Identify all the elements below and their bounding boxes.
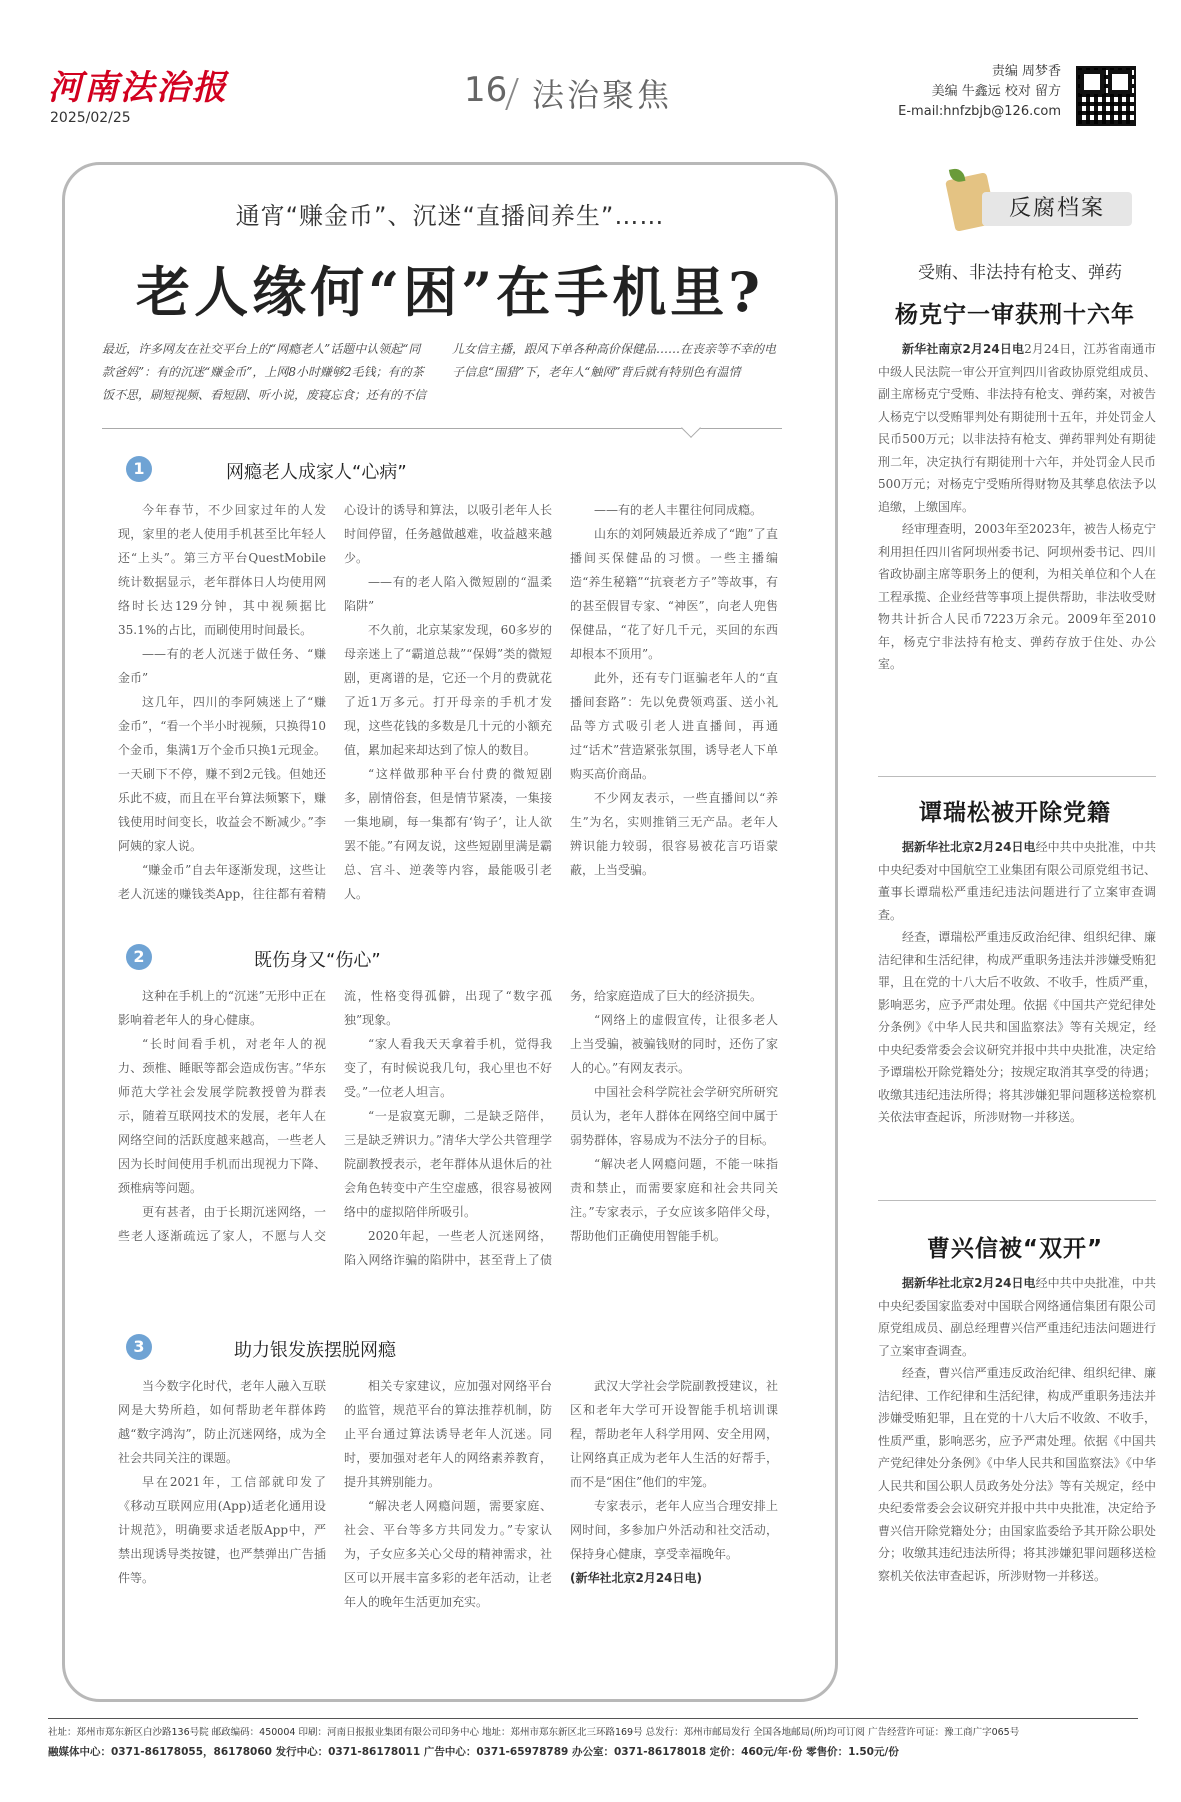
section-body-1 [118, 498, 778, 906]
section-title: 助力银发族摆脱网瘾 [234, 1340, 396, 1361]
sidebar-article-title: 曹兴信被“双开” [926, 1236, 1104, 1262]
lead-divider [102, 428, 782, 429]
paragraph: 2020年起，一些老人沉迷网络，陷入网络诈骗的陷阱中，甚至背上了债务，给家庭造成了巨大的经济损失。 [344, 989, 763, 1267]
paragraph: 专家表示，老年人应当合理安排上网时间，多参加户外活动和社交活动，保持身心健康，享受幸福晚年。 [570, 1499, 778, 1561]
paragraph: ——有的老人沉迷于做任务、“赚金币” [118, 647, 326, 685]
qr-code-icon[interactable] [1076, 66, 1136, 126]
paragraph: 经中共中央批准，中共中央纪委对中国航空工业集团有限公司原党组书记、董事长谭瑞松严重违纪违法问题进行了立案审查调查。 [878, 840, 1156, 922]
paragraph: 武汉大学社会学院副教授建议，社区和老年大学可开设智能手机培训课程，帮助老年人科学用网、安全用网，让网络真正成为老年人生活的好帮手，而不是“困住”他们的牢笼。 [570, 1379, 778, 1489]
anticorruption-header [920, 168, 1140, 238]
section-number-badge: 2 [126, 944, 152, 970]
sidebar-divider [878, 776, 1156, 777]
paragraph: ——有的老人陷入微短剧的“温柔陷阱” [344, 575, 552, 613]
paragraph: 不久前，北京某家发现，60多岁的母亲迷上了“霸道总裁”“保姆”类的微短剧，更离谱的是，它还一个月的费就花了近1万多元。打开母亲的手机才发现，这些花钱的多数是几十元的小额充值，累加起来却达到了惊人的数目。 [344, 623, 552, 757]
paragraph: 经查，谭瑞松严重违反政治纪律、组织纪律、廉洁纪律和生活纪律，构成严重职务违法并涉嫌受贿犯罪，且在党的十八大后不收敛、不收手，性质严重，影响恶劣，应予严肃处理。依据《中国共产党纪律处分条例》《中华人民共和国监察法》等有关规定，经中央纪委常委会会议研究并报中共中央批准，决定给予谭瑞松开除党籍处分；按规定取消其享受的待遇；收缴其违纪违法所得；将其涉嫌犯罪问题移送检察机关依法审查起诉，所涉财物一并移送。 [878, 930, 1156, 1124]
section-title: 网瘾老人成家人“心病” [226, 462, 407, 483]
sidebar-article-body [878, 836, 1156, 1186]
section-title: 法治聚焦 [532, 76, 673, 114]
paragraph: “家人看我天天拿着手机，觉得我变了，有时候说我几句，我心里也不好受。”一位老人坦言。 [344, 1037, 552, 1099]
paragraph: 相关专家建议，应加强对网络平台的监管，规范平台的算法推荐机制，防止平台通过算法诱导老年人沉迷。同时，要加强对老年人的网络素养教育，提升其辨别能力。 [344, 1379, 552, 1489]
sidebar-article-title: 谭瑞松被开除党籍 [919, 800, 1111, 826]
article-lead: 最近，许多网友在社交平台上的“网瘾老人”话题中认领起“同款爸妈”：有的沉迷“赚金币”，上网8小时赚够2毛钱；有的茶饭不思，刷短视频、看短剧、听小说，废寝忘食；还有的不信儿女信主播，跟风下单各种高价保健品……在丧亲等不幸的电子信息“围猎”下，老年人“触网”背后就有特别色有温情 [102, 342, 777, 402]
footer-address: 社址：郑州市郑东新区白沙路136号院 邮政编码：450004 印刷：河南日报报业集团有限公司印务中心 地址：郑州市郑东新区北三环路169号 总发行：郑州市邮局发行 全国各地邮局(所)均可订阅 广告经营许可证：豫工商广字065号 [48, 1727, 1020, 1738]
issue-date: 2025/02/25 [50, 110, 131, 126]
article-byline: (新华社北京2月24日电) [570, 1571, 703, 1585]
paragraph: 山东的刘阿姨最近养成了“跑”了直播间买保健品的习惯。一些主播编造“养生秘籍”“抗衰老方子”等故事，有的甚至假冒专家、“神医”，向老人兜售保健品，“花了好几千元，买回的东西却根本不顶用”。 [570, 527, 778, 661]
sidebar-article-body [878, 338, 1156, 778]
paragraph: “解决老人网瘾问题，不能一味指责和禁止，而需要家庭和社会共同关注。”专家表示，子女应该多陪伴父母，帮助他们正确使用智能手机。 [570, 1157, 778, 1243]
footer-divider [48, 1718, 1138, 1719]
sidebar-article-kicker: 受贿、非法持有枪支、弹药 [918, 263, 1122, 283]
paragraph: 经中共中央批准，中共中央纪委国家监委对中国联合网络通信集团有限公司原党组成员、副总经理曹兴信严重违纪违法问题进行了立案审查调查。 [878, 1276, 1156, 1358]
section-number-badge: 1 [126, 456, 152, 482]
paragraph: 这几年，四川的李阿姨迷上了“赚金币”，“看一个半小时视频，只换得10个金币，集满1万个金币只换1元现金。一天刷下不停，赚不到2元钱。但她还乐此不疲，而且在平台算法频繁下，赚钱使用时间变长，收益会不断减少。”李阿姨的家人说。 [118, 695, 326, 853]
sidebar-header-label: 反腐档案 [982, 192, 1132, 226]
footer-contacts: 融媒体中心：0371-86178055，86178060 发行中心：0371-86178011 广告中心：0371-65978789 办公室：0371-86178018 定价：460元/年·份 零售价：1.50元/份 [48, 1746, 899, 1758]
section-title: 既伤身又“伤心” [254, 950, 381, 971]
paragraph: “网络上的虚假宣传，让很多老人上当受骗，被骗钱财的同时，还伤了家人的心。”有网友表示。 [570, 1013, 778, 1075]
paragraph: 更有甚者，由于长期沉迷网络，一些老人逐渐疏远了家人，不愿与人交流，性格变得孤僻，出现了“数字孤独”现象。 [118, 989, 552, 1243]
dateline: 新华社南京2月24日电 [902, 342, 1025, 356]
section-body-2 [118, 984, 778, 1296]
paragraph: 2月24日，江苏省南通市中级人民法院一审公开宣判四川省政协原党组成员、副主席杨克宁受贿、非法持有枪支、弹药案，对被告人杨克宁以受贿罪判处有期徒刑十五年，并处罚金人民币500万元；以非法持有枪支、弹药罪判处有期徒刑二年，决定执行有期徒刑十六年，并处罚金人民币500万元；对杨克宁受贿所得财物及其孳息依法予以追缴，上缴国库。 [878, 342, 1156, 514]
paragraph: 当今数字化时代，老年人融入互联网是大势所趋，如何帮助老年群体跨越“数字鸿沟”，防止沉迷网络，成为全社会共同关注的课题。 [118, 1379, 326, 1465]
dateline: 据新华社北京2月24日电 [902, 1276, 1036, 1290]
paragraph: 此外，还有专门诓骗老年人的“直播间套路”：先以免费领鸡蛋、送小礼品等方式吸引老人进直播间，再通过“话术”营造紧张氛围，诱导老人下单购买高价商品。 [570, 671, 778, 781]
editor-line: 美编 牛鑫远 校对 留方 [931, 84, 1061, 99]
sidebar-article-body [878, 1272, 1156, 1692]
paragraph: 这种在手机上的“沉迷”无形中正在影响着老年人的身心健康。 [118, 989, 326, 1027]
article-headline: 老人缘何“困”在手机里? [136, 260, 764, 324]
sidebar-article-title: 杨克宁一审获刑十六年 [895, 302, 1135, 328]
editor-line: 责编 周梦香 [991, 64, 1061, 79]
masthead [0, 0, 1181, 140]
section-heading-2 [126, 944, 626, 974]
paragraph: “赚金币”自去年逐渐发现，这些让老人沉迷的赚钱类App，往往都有着精心设计的诱导和算法，以吸引老年人长时间停留，任务越做越难，收益越来越少。 [118, 503, 552, 901]
paragraph: “这样做那种平台付费的微短剧多，剧情俗套，但是情节紧凑，一集接一集地刷，每一集都有‘钩子’，让人欲罢不能。”有网友说，这些短剧里满是霸总、宫斗、逆袭等内容，最能吸引老人。 [344, 767, 552, 901]
page-number: 16 [464, 70, 508, 110]
sidebar-divider [878, 1200, 1156, 1201]
editor-credits [898, 62, 1061, 122]
paragraph: 经审理查明，2003年至2023年，被告人杨克宁利用担任四川省阿坝州委书记、阿坝州委书记、四川省政协副主席等职务上的便利，为相关单位和个人在工程承揽、企业经营等事项上提供帮助，非法收受财物共计折合人民币7223万余元。2009年至2010年，杨克宁非法持有枪支、弹药存放于住处、办公室。 [878, 522, 1156, 671]
section-number-badge: 3 [126, 1334, 152, 1360]
paragraph: 经查，曹兴信严重违反政治纪律、组织纪律、廉洁纪律、工作纪律和生活纪律，构成严重职务违法并涉嫌受贿犯罪，且在党的十八大后不收敛、不收手，性质严重，影响恶劣，应予严肃处理。依据《中国共产党纪律处分条例》《中华人民共和国监察法》《中华人民共和国公职人员政务处分法》等有关规定，经中央纪委常委会会议研究并报中共中央批准，决定给予曹兴信开除党籍处分；由国家监委给予其开除公职处分；收缴其违纪违法所得；将其涉嫌犯罪问题移送检察机关依法审查起诉，所涉财物一并移送。 [878, 1366, 1156, 1583]
paragraph: 不少网友表示，一些直播间以“养生”为名，实则推销三无产品。老年人辨识能力较弱，很容易被花言巧语蒙蔽，上当受骗。 [570, 791, 778, 877]
paragraph: ——有的老人丰瞿往何同成瘾。 [594, 503, 763, 517]
article-subtitle: 通宵“赚金币”、沉迷“直播间养生”…… [235, 202, 665, 230]
dateline: 据新华社北京2月24日电 [902, 840, 1036, 854]
paragraph: “一是寂寞无聊，二是缺乏陪伴，三是缺乏辨识力。”清华大学公共管理学院副教授表示，老年群体从退休后的社会角色转变中产生空虚感，很容易被网络中的虚拟陪伴所吸引。 [344, 1109, 552, 1219]
editor-email: E-mail:hnfzbjb@126.com [898, 104, 1061, 119]
section-heading-1 [126, 456, 626, 486]
section-body-3 [118, 1374, 778, 1684]
paragraph: 中国社会科学院社会学研究所研究员认为，老年人群体在网络空间中属于弱势群体，容易成为不法分子的目标。 [570, 1085, 778, 1147]
paragraph: “长时间看手机，对老年人的视力、颈椎、睡眠等都会造成伤害。”华东师范大学社会发展学院教授曾为群表示，随着互联网技术的发展，老年人在网络空间的活跃度越来越高，一些老人因为长时间使用手机而出现视力下降、颈椎病等问题。 [118, 1037, 326, 1195]
newspaper-logo: 河南法治报 [48, 68, 228, 108]
paragraph: 早在2021年，工信部就印发了《移动互联网应用(App)适老化通用设计规范》，明确要求适老版App中，严禁出现诱导类按键，也严禁弹出广告插件等。 [118, 1475, 326, 1585]
paragraph: “解决老人网瘾问题，需要家庭、社会、平台等多方共同发力。”专家认为，子女应多关心父母的精神需求，社区可以开展丰富多彩的老年活动，让老年人的晚年生活更加充实。 [344, 1499, 552, 1609]
paragraph: 今年春节，不少回家过年的人发现，家里的老人使用手机甚至比年轻人还“上头”。第三方平台QuestMobile统计数据显示，老年群体日人均使用网络时长达129分钟，其中视频据比35.1%的占比，而刷使用时间最长。 [118, 503, 326, 637]
section-heading-3 [126, 1334, 626, 1364]
